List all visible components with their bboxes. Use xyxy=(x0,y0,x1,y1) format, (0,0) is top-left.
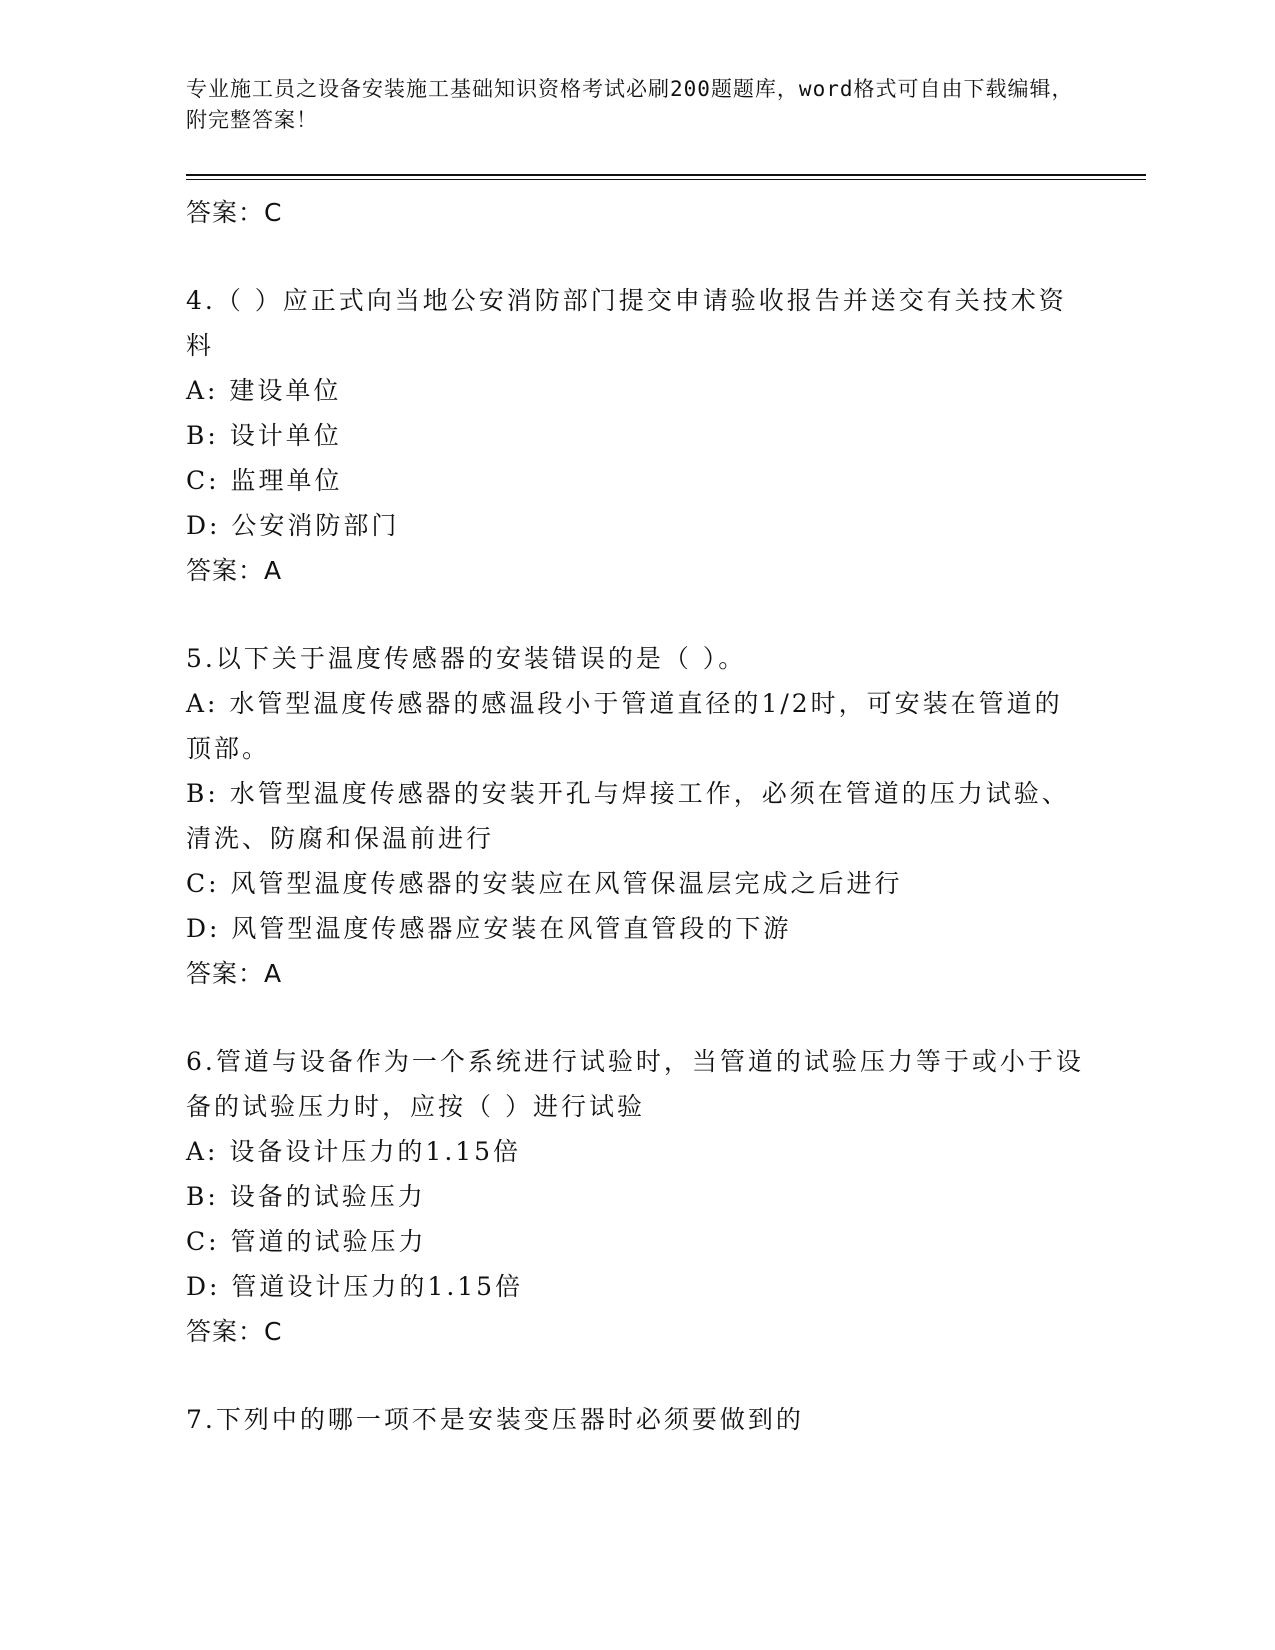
option-c: C: 风管型温度传感器的安装应在风管保温层完成之后进行 xyxy=(186,869,903,898)
question-content xyxy=(186,190,1086,1442)
answer-label: 答案：C xyxy=(186,1317,283,1346)
header-rule-thin xyxy=(186,179,1146,180)
answer-label: 答案：A xyxy=(186,556,283,585)
option-c: C: 管道的试验压力 xyxy=(186,1227,427,1256)
question-text: 7.下列中的哪一项不是安装变压器时必须要做到的 xyxy=(186,1405,804,1434)
question-text: 4.（ ）应正式向当地公安消防部门提交申请验收报告并送交有关技术资料 xyxy=(186,286,1067,360)
option-a: A: 水管型温度传感器的感温段小于管道直径的1/2时，可安装在管道的顶部。 xyxy=(186,689,1063,763)
page-header: 专业施工员之设备安装施工基础知识资格考试必刷200题题库，word格式可自由下载编辑，附完整答案！ xyxy=(186,77,1074,132)
question-text: 5.以下关于温度传感器的安装错误的是（ ）。 xyxy=(186,644,747,673)
option-c: C: 监理单位 xyxy=(186,466,343,495)
question-6 xyxy=(186,1039,1086,1355)
answer-label: 答案：C xyxy=(186,198,283,227)
answer-label: 答案：A xyxy=(186,959,283,988)
option-a: A: 建设单位 xyxy=(186,376,342,405)
option-a: A: 设备设计压力的1.15倍 xyxy=(186,1137,522,1166)
header-rule-thick xyxy=(186,174,1146,176)
question-text: 6.管道与设备作为一个系统进行试验时，当管道的试验压力等于或小于设备的试验压力时，应按（ ）进行试验 xyxy=(186,1047,1084,1121)
option-b: B: 水管型温度传感器的安装开孔与焊接工作，必须在管道的压力试验、清洗、防腐和保温前进行 xyxy=(186,779,1070,853)
option-d: D: 管道设计压力的1.15倍 xyxy=(186,1272,524,1301)
question-5 xyxy=(186,636,1086,997)
question-4 xyxy=(186,278,1086,594)
option-d: D: 公安消防部门 xyxy=(186,511,400,540)
option-b: B: 设计单位 xyxy=(186,421,342,450)
option-b: B: 设备的试验压力 xyxy=(186,1182,426,1211)
question-7 xyxy=(186,1397,1086,1442)
option-d: D: 风管型温度传感器应安装在风管直管段的下游 xyxy=(186,914,792,943)
